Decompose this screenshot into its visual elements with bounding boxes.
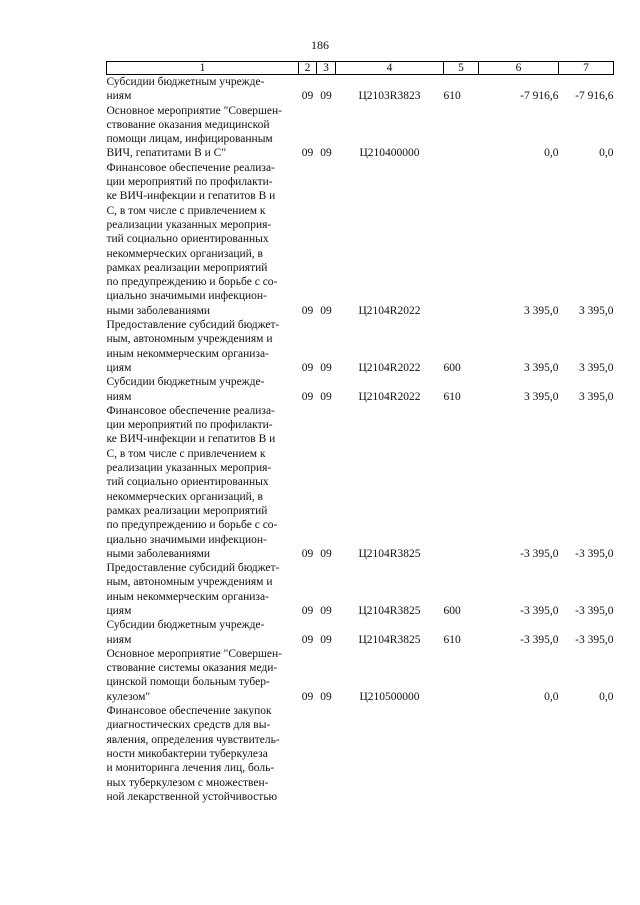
subsection-code: 09 xyxy=(320,361,332,374)
row-description xyxy=(107,318,299,375)
amount-col6: 3 395,0 xyxy=(524,390,559,403)
column-header: 2 xyxy=(299,62,317,75)
column-header: 6 xyxy=(479,62,559,75)
table-row xyxy=(107,104,614,161)
expense-type-code: 610 xyxy=(443,90,461,103)
target-article-code: Ц2104R3825 xyxy=(358,547,421,560)
subsection-code: 09 xyxy=(320,690,332,703)
section-code: 09 xyxy=(301,147,314,160)
table-row xyxy=(107,161,614,318)
target-article-code xyxy=(336,704,444,804)
expense-type-code: 610 xyxy=(443,633,461,646)
amount-col7: -3 395,0 xyxy=(575,604,614,617)
section-code: 09 xyxy=(301,633,314,646)
subsection-code: 09 xyxy=(320,604,332,617)
target-article-code: Ц2103R3823 xyxy=(358,90,421,103)
table-row xyxy=(107,561,614,618)
row-description xyxy=(107,161,299,318)
column-header: 1 xyxy=(107,62,299,75)
column-header-row xyxy=(107,62,614,75)
subsection-code: 09 xyxy=(320,304,332,317)
amount-col7: 3 395,0 xyxy=(579,304,614,317)
section-code: 09 xyxy=(301,390,314,403)
row-description-text: Предоставление субсидий бюджет- ным, автономным учреждениям и иным некоммерческим организа- циям xyxy=(106,319,280,374)
amount-col7: -3 395,0 xyxy=(575,633,614,646)
row-description xyxy=(107,704,299,804)
section-code: 09 xyxy=(301,361,314,374)
table-row xyxy=(107,318,614,375)
section-code: 09 xyxy=(301,690,314,703)
row-description-text: Субсидии бюджетным учрежде- ниям xyxy=(106,619,265,646)
target-article-code: Ц210500000 xyxy=(359,690,420,703)
expense-type-code: 600 xyxy=(443,361,461,374)
section-code: 09 xyxy=(301,604,314,617)
row-description-text: Финансовое обеспечение реализа- ции мероприятий по профилакти- ке ВИЧ-инфекции и гепатитов B и C, в том числе с привлечением к реализации указанных мероприя- тий социально ориентированных некоммерческих организаций, в рамках реализации мероприятий по предупреждению и борьбе с со- циально значимыми инфекцион- ными заболеваниями xyxy=(106,404,278,560)
expense-type-code xyxy=(444,404,479,561)
row-description-text: Основное мероприятие "Совершен- ствование оказания медицинской помощи лицам, инфицированным ВИЧ, гепатитами B и C" xyxy=(106,104,282,160)
row-description xyxy=(107,404,299,561)
section-code xyxy=(299,704,317,804)
page-number: 186 xyxy=(311,38,329,52)
column-header: 7 xyxy=(559,62,614,75)
amount-col6: 0,0 xyxy=(544,690,559,703)
column-header: 5 xyxy=(444,62,479,75)
row-description-text: Субсидии бюджетным учрежде- ниям xyxy=(106,76,265,103)
amount-col6 xyxy=(479,704,559,804)
expense-type-code xyxy=(444,647,479,704)
table-row xyxy=(107,618,614,647)
row-description-text: Финансовое обеспечение закупок диагностических средств для вы- явления, определения чувствитель- ности микобактерии туберкулеза и мониторинга лечения лиц, боль- ных туберкулезом с множествен- ной лекарственной устойчивостью xyxy=(106,705,280,803)
section-code: 09 xyxy=(301,90,314,103)
target-article-code: Ц2104R2022 xyxy=(358,361,421,374)
target-article-code: Ц2104R3825 xyxy=(358,633,421,646)
amount-col6: 3 395,0 xyxy=(524,361,559,374)
table-row xyxy=(107,647,614,704)
column-header: 4 xyxy=(336,62,444,75)
amount-col7 xyxy=(559,704,614,804)
amount-col7: -7 916,6 xyxy=(575,90,614,103)
target-article-code: Ц210400000 xyxy=(359,147,420,160)
subsection-code xyxy=(317,704,336,804)
column-header: 3 xyxy=(317,62,336,75)
amount-col7: -3 395,0 xyxy=(575,547,614,560)
table-row xyxy=(107,375,614,404)
expense-type-code xyxy=(444,704,479,804)
subsection-code: 09 xyxy=(320,90,332,103)
expense-type-code xyxy=(444,104,479,161)
row-description xyxy=(107,647,299,704)
amount-col7: 0,0 xyxy=(599,690,614,703)
row-description xyxy=(107,375,299,404)
row-description xyxy=(107,618,299,647)
budget-table xyxy=(106,61,614,804)
target-article-code: Ц2104R3825 xyxy=(358,604,421,617)
amount-col7: 3 395,0 xyxy=(579,390,614,403)
amount-col6: -3 395,0 xyxy=(520,604,559,617)
amount-col6: 0,0 xyxy=(544,147,559,160)
amount-col6: 3 395,0 xyxy=(524,304,559,317)
amount-col7: 3 395,0 xyxy=(579,361,614,374)
row-description xyxy=(107,75,299,104)
section-code: 09 xyxy=(301,304,314,317)
subsection-code: 09 xyxy=(320,633,332,646)
section-code: 09 xyxy=(301,547,314,560)
table-row xyxy=(107,75,614,104)
expense-type-code: 600 xyxy=(443,604,461,617)
amount-col6: -7 916,6 xyxy=(520,90,559,103)
subsection-code: 09 xyxy=(320,390,332,403)
row-description xyxy=(107,104,299,161)
amount-col6: -3 395,0 xyxy=(520,633,559,646)
expense-type-code xyxy=(444,161,479,318)
row-description xyxy=(107,561,299,618)
row-description-text: Финансовое обеспечение реализа- ции мероприятий по профилакти- ке ВИЧ-инфекции и гепатитов B и C, в том числе с привлечением к реализации указанных мероприя- тий социально ориентированных некоммерческих организаций, в рамках реализации мероприятий по предупреждению и борьбе с со- циально значимыми инфекцион- ными заболеваниями xyxy=(106,161,278,317)
table-row xyxy=(107,704,614,804)
expense-type-code: 610 xyxy=(443,390,461,403)
subsection-code: 09 xyxy=(320,547,332,560)
amount-col7: 0,0 xyxy=(599,147,614,160)
row-description-text: Основное мероприятие "Совершен- ствование системы оказания меди- цинской помощи больным тубер- кулезом" xyxy=(106,647,282,703)
row-description-text: Предоставление субсидий бюджет- ным, автономным учреждениям и иным некоммерческим организа- циям xyxy=(106,562,280,617)
amount-col6: -3 395,0 xyxy=(520,547,559,560)
subsection-code: 09 xyxy=(320,147,332,160)
row-description-text: Субсидии бюджетным учрежде- ниям xyxy=(106,376,265,403)
table-row xyxy=(107,404,614,561)
target-article-code: Ц2104R2022 xyxy=(358,390,421,403)
target-article-code: Ц2104R2022 xyxy=(358,304,421,317)
